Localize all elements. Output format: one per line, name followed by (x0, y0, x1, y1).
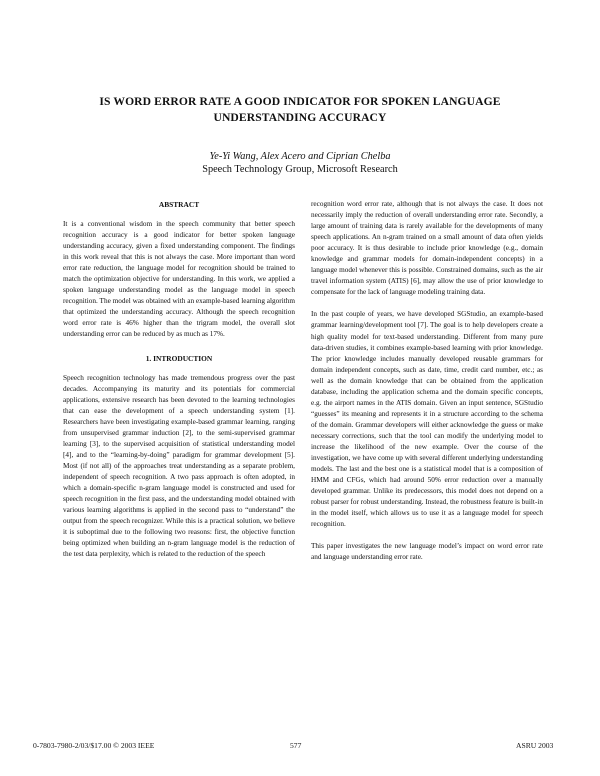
introduction-paragraph-3: This paper investigates the new language model’s impact on word error rate and language understanding error rate. (311, 542, 543, 562)
introduction-paragraph-1-continued: recognition word error rate, although that is not always the case. It does not necessarily imply the reduction of overall understanding error rate. Secondly, a large amount of training data is rarely available for the developments of many speech applications. An n-gram trained on a small amount of data often yields poor accuracy. It is thus desirable to include prior knowledge (e.g., domain knowledge and grammar models for domain-independent concepts) in a language model whenever this is possible. Constrained domains, such as the air travel information system (ATIS) [6], may allow the use of prior knowledge to compensate for the lack of language modeling training data. (311, 200, 543, 297)
paper-authors: Ye-Yi Wang, Alex Acero and Ciprian Chelba (209, 151, 391, 162)
paper-affiliation: Speech Technology Group, Microsoft Research (202, 164, 398, 175)
abstract-text: It is a conventional wisdom in the speech community that better speech recognition accuracy is a good indicator for better spoken language understanding accuracy, given a fixed understanding component. The findings in this work reveal that this is not always the case. More important than word error rate reduction, the language model for recognition should be trained to match the optimization objective for understanding. In this work, we applied a spoken language understanding model as the language model in speech recognition. The model was obtained with an example-based learning algorithm that optimized the understanding accuracy. Although the speech recognition word error rate is 46% higher than the trigram model, the overall slot understanding error can be reduced by as much as 17%. (63, 220, 295, 339)
left-column (63, 199, 295, 560)
paper-title: IS WORD ERROR RATE A GOOD INDICATOR FOR SPOKEN LANGUAGE UNDERSTANDING ACCURACY (99, 95, 501, 124)
footer-venue: ASRU 2003 (516, 741, 554, 750)
right-column (311, 199, 543, 563)
footer-isbn: 0-7803-7980-2/03/$17.00 © 2003 IEEE (33, 741, 155, 750)
footer-page-number: 577 (290, 741, 302, 750)
introduction-heading: 1. INTRODUCTION (145, 353, 213, 363)
abstract-heading: ABSTRACT (158, 200, 200, 209)
introduction-paragraph-1: Speech recognition technology has made tremendous progress over the past decades. Accompanying its maturity and its potentials for commercial applications, extensive research has been devoted to the learning technologies that can ease the development of a speech understanding system [1]. Researchers have been investigating example-based grammar learning, ranging from unsupervised grammar induction [2], to the semi-supervised grammar learning [3], to the supervised acquisition of statistical understanding model [4], and to the “learning-by-doing” paradigm for grammar development [5]. Most (if not all) of the approaches treat understanding as a separate problem, independent of speech recognition. A two pass approach is often adopted, in which a domain-specific n-gram language model is constructed and used for speech recognition in the first pass, and the understanding model obtained with various learning algorithms is applied in the second pass to “understand” the output from the speech recognizer. While this is a practical solution, we believe it is suboptimal due to the following two reasons: first, the objective function being optimized when building an n-gram language model is the reduction of the test data perplexity, which is related to the reduction of the speech (63, 373, 295, 559)
introduction-paragraph-2: In the past couple of years, we have developed SGStudio, an example-based grammar learning/development tool [7]. The goal is to help developers create a high quality model for text-based understanding. Different from many pure data-driven studies, it combines example-based learning with prior knowledge. The prior knowledge includes manually developed reusable grammars for domain independent concepts, such as date, time, credit card number, etc.; as well as the domain knowledge that can be obtained from the application database, including the application schema and the domain specific concepts, e.g. the airport names in the ATIS domain. Given an input sentence, SGStudio “guesses” its meaning and represents it in a structure according to the schema of the domain. Grammar developers will either acknowledge the guess or make necessary corrections, such that the tool can modify the underlying model to increase the likelihood of the new example. Over the course of the investigation, we have come up with several different underlying understanding models. The last and the best one is a statistical model that is a composition of HMM and CFGs, which had around 50% error reduction over a manually developed grammar. Unlike its predecessors, this model does not depend on a robust parser for robust understanding. Instead, the robustness feature is built-in in the model itself, which allows us to use it as a language model for speech recognition. (311, 310, 543, 529)
